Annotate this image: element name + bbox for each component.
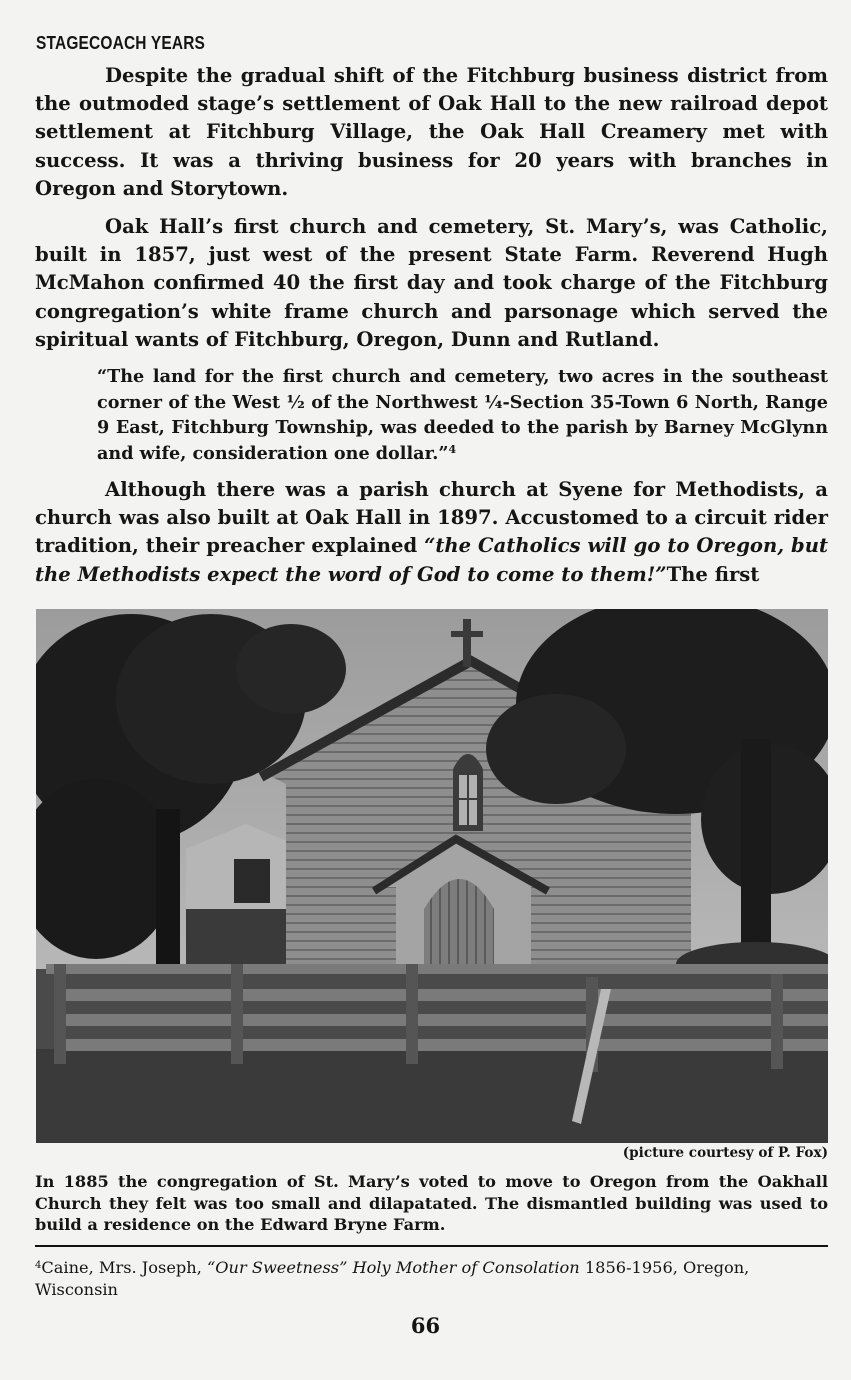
footnote-text-end: 1856-1956, Oregon, Wisconsin xyxy=(35,1258,750,1299)
photo-credit: (picture courtesy of P. Fox) xyxy=(622,1145,828,1161)
paragraph-creamery: Despite the gradual shift of the Fitchburg business district from the outmoded stage’s settlement of Oak Hall to the new railroad depot settlement at Fitchburg Village, the Oak Hall Creamery met with success. It was a thriving business for 20 years with branches in Oregon and Storytown. xyxy=(35,64,828,200)
footnote-marker: 4 xyxy=(35,1260,42,1271)
paragraph-st-marys: Oak Hall’s first church and cemetery, St. Mary’s, was Catholic, built in 1857, just west of the present State Farm. Reverend Hugh McMahon confirmed 40 the first day and took charge of the Fitchburg congregation’s white frame church and parsonage which served the spiritual wants of Fitchburg, Oregon, Dunn and Rutland. xyxy=(35,215,828,351)
paragraph-methodists-start: Although there was a parish church at Syene for Methodists, a church was also built at Oak Hall in 1897. Accustomed to a circuit rider tradition, their preacher explained xyxy=(35,478,828,558)
paragraph-methodists-end: The first xyxy=(666,562,760,586)
church-photo-illustration xyxy=(36,609,828,1143)
quote-text: “The land for the first church and cemetery, two acres in the southeast corner of the West ½ of the Northwest ¼-Section 35-Town 6 North, Range 9 East, Fitchburg Township, was deeded to the parish by Barney McGlynn and wife, consideration one dollar.” xyxy=(97,366,828,464)
photo-caption: In 1885 the congregation of St. Mary’s voted to move to Oregon from the Oakhall Church they felt was too small and dilapatated. The dismantled building was used to build a residence on the Edward Bryne Farm. xyxy=(35,1172,828,1234)
footnote-title: “Our Sweetness” Holy Mother of Consolation xyxy=(207,1258,580,1277)
footnote-divider xyxy=(35,1245,828,1247)
page-number: 66 xyxy=(410,1313,441,1338)
footnote-text-start: Caine, Mrs. Joseph, xyxy=(41,1258,207,1277)
footnote-reference: 4 xyxy=(448,442,457,456)
block-quote-land-deed xyxy=(97,364,828,466)
paragraph-methodists xyxy=(35,476,828,589)
body-text xyxy=(35,62,828,589)
running-head: STAGECOACH YEARS xyxy=(36,33,206,53)
church-photograph xyxy=(36,609,828,1143)
footnote xyxy=(35,1257,828,1300)
preacher-quote: “the Catholics will go to Oregon, but the Methodists expect the word of God to come to them!” xyxy=(35,534,828,586)
